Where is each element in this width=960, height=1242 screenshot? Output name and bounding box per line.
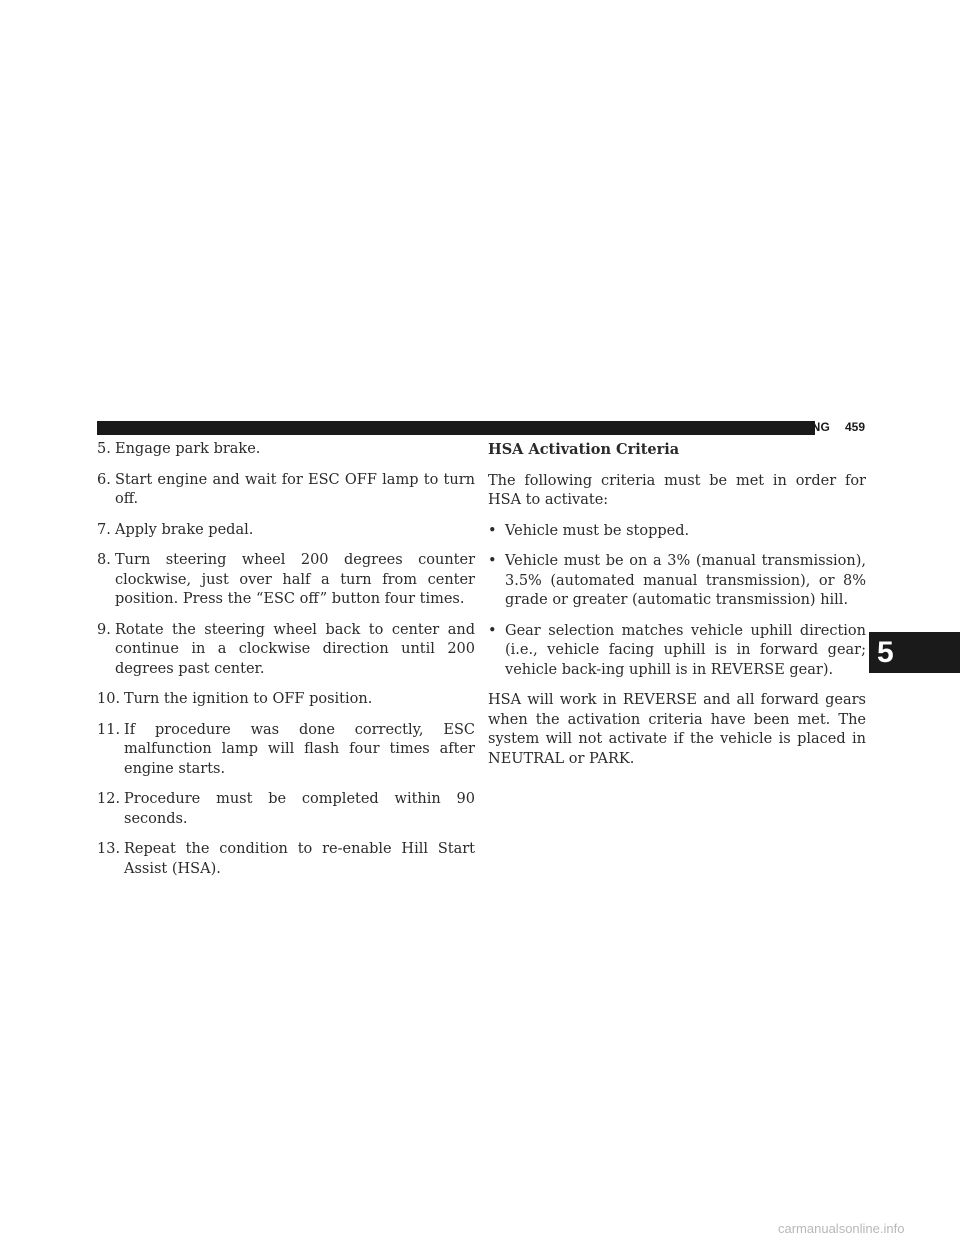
step-number: 13. [97,841,121,857]
step-text: Turn steering wheel 200 degrees counter clockwise, just over half a turn from center position. Press the “ESC off” button four times. [115,552,475,607]
step-9 [97,621,475,680]
step-number: 7. [97,521,111,538]
step-text: Turn the ignition to OFF position. [124,691,373,707]
step-text: Apply brake pedal. [115,521,254,538]
step-12 [97,790,475,829]
step-7 [97,521,475,541]
step-number: 10. [97,691,121,707]
step-5 [97,440,475,460]
bullet-text: Gear selection matches vehicle uphill direction (i.e., vehicle facing uphill is in forward gear; vehicle back-ing uphill is in REVERSE gear). [505,622,866,678]
step-8 [97,551,475,610]
bullet-icon: • [488,622,497,639]
step-number: 9. [97,621,111,638]
bullet-text: Vehicle must be stopped. [505,522,690,539]
page-number: 459 [844,420,865,434]
step-text: Start engine and wait for ESC OFF lamp to turn off. [115,471,475,507]
step-text: Rotate the steering wheel back to center and continue in a clockwise direction until 200 degrees past center. [115,621,475,677]
bullet-text: Vehicle must be on a 3% (manual transmission), 3.5% (automated manual transmission), or 8% grade or greater (automatic transmission) hill. [505,553,866,608]
step-text: If procedure was done correctly, ESC malfunction lamp will flash four times after engine starts. [124,721,475,777]
watermark: carmanualsonline.info [778,1221,905,1236]
step-13 [97,840,475,879]
step-number: 12. [97,791,121,807]
left-column [97,440,475,890]
step-text: Repeat the condition to re-enable Hill Start Assist (HSA). [124,841,475,877]
step-number: 8. [97,552,111,568]
step-number: 11. [97,721,121,738]
step-10 [97,690,475,710]
step-11 [97,721,475,780]
criteria-bullet [488,522,866,542]
closing-paragraph: HSA will work in REVERSE and all forward gears when the activation criteria have been met. The system will not activate if the vehicle is placed in NEUTRAL or PARK. [488,692,866,767]
criteria-bullet [488,622,866,681]
step-number: 5. [97,441,111,457]
criteria-bullet [488,552,866,611]
bullet-icon: • [488,522,497,539]
step-number: 6. [97,471,111,488]
section-heading: HSA Activation Criteria [488,441,680,458]
bullet-icon: • [488,553,497,569]
chapter-tab: 5 [869,632,960,673]
intro-paragraph: The following criteria must be met in order for HSA to activate: [488,472,866,508]
section-title: STARTING AND OPERATING [662,420,830,434]
step-6 [97,471,475,510]
right-column [488,440,866,780]
step-text: Engage park brake. [115,441,261,457]
step-text: Procedure must be completed within 90 seconds. [124,791,475,827]
